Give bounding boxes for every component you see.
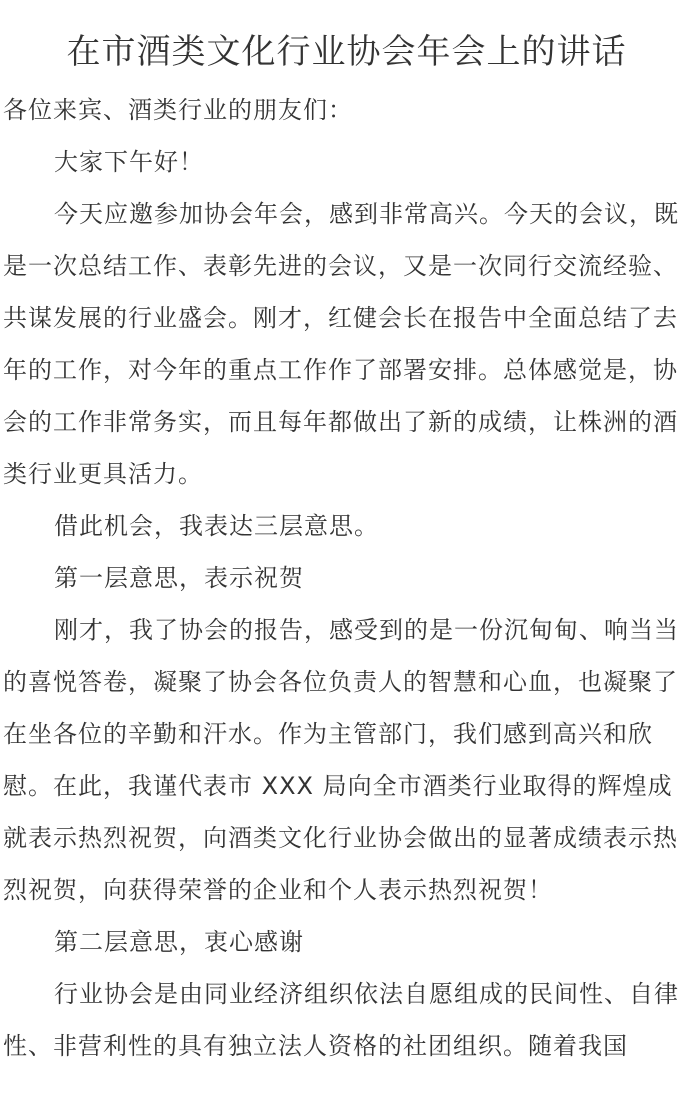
- paragraph-greeting: 大家下午好！: [54, 148, 204, 176]
- salutation: 各位来宾、酒类行业的朋友们：: [3, 96, 353, 124]
- section-heading-congratulations: 第一层意思，表示祝贺: [54, 564, 304, 592]
- section-heading-thanks: 第二层意思，衷心感谢: [54, 928, 304, 956]
- paragraph-congratulations: 刚才，我了协会的报告，感受到的是一份沉甸甸、响当当的喜悦答卷，凝聚了协会各位负责人的智慧和心血，也凝聚了在坐各位的辛勤和汗水。作为主管部门，我们感到高兴和欣慰。在此，我谨代表市 XXX 局向全市酒类行业取得的辉煌成就表示热烈祝贺，向酒类文化行业协会做出的显著成绩表示热烈祝贺，向获得荣誉的企业和个人表示热烈祝贺！: [3, 616, 679, 904]
- paragraph-three-points: 借此机会，我表达三层意思。: [54, 512, 379, 540]
- document-body: [0, 84, 688, 1072]
- paragraph-opening: 今天应邀参加协会年会，感到非常高兴。今天的会议，既是一次总结工作、表彰先进的会议，又是一次同行交流经验、共谋发展的行业盛会。刚才，红健会长在报告中全面总结了去年的工作，对今年的重点工作作了部署安排。总体感觉是，协会的工作非常务实，而且每年都做出了新的成绩，让株洲的酒类行业更具活力。: [3, 200, 679, 488]
- paragraph-thanks: 行业协会是由同业经济组织依法自愿组成的民间性、自律性、非营利性的具有独立法人资格的社团组织。随着我国: [3, 980, 679, 1060]
- document-title: 在市酒类文化行业协会年会上的讲话: [66, 32, 627, 72]
